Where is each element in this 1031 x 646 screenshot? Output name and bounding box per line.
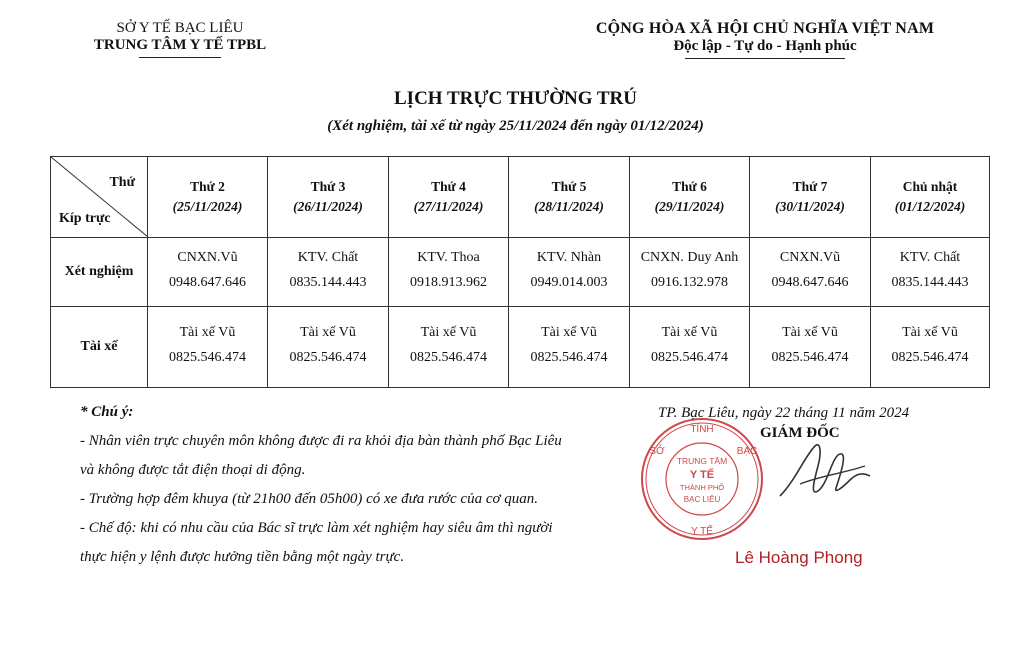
- stamp-text: Y TẾ: [689, 469, 715, 481]
- row-label-driver: Tài xế: [51, 307, 148, 388]
- table-cell: [268, 238, 389, 307]
- stamp-text: TRUNG TÂM: [676, 456, 728, 466]
- notes-section: [80, 398, 660, 572]
- staff-name: CNXN.Vũ: [779, 250, 841, 265]
- handwritten-signature: [770, 436, 880, 516]
- duty-schedule-table: [50, 156, 990, 388]
- row-label-lab: Xét nghiệm: [51, 238, 148, 307]
- org-name: TRUNG TÂM Y TẾ TPBL: [93, 37, 267, 53]
- day-date: (01/12/2024): [894, 199, 966, 214]
- table-cell: [750, 307, 871, 388]
- signer-name: Lê Hoàng Phong: [735, 548, 863, 567]
- staff-phone: 0825.546.474: [289, 350, 367, 365]
- table-cell: [148, 238, 268, 307]
- notes-heading: * Chú ý:: [80, 404, 134, 420]
- stamp-ring-text: SỞ: [649, 446, 665, 457]
- motto: Độc lập - Tự do - Hạnh phúc: [673, 38, 857, 54]
- day-name: Thứ 4: [431, 179, 466, 194]
- staff-phone: 0825.546.474: [651, 350, 728, 365]
- staff-name: Tài xế Vũ: [782, 325, 838, 340]
- staff-name: KTV. Chất: [297, 250, 359, 265]
- table-cell: [389, 238, 509, 307]
- staff-name: Tài xế Vũ: [420, 325, 477, 340]
- staff-phone: 0948.647.646: [771, 275, 849, 290]
- table-cell: [630, 307, 750, 388]
- day-date: (28/11/2024): [534, 199, 604, 214]
- issuer-header: [60, 20, 300, 58]
- stamp-text: THÀNH PHỐ: [679, 483, 725, 492]
- document-title: LỊCH TRỰC THƯỜNG TRÚ: [394, 88, 637, 109]
- stamp-ring-text: BẠC: [736, 446, 758, 457]
- stamp-ring-text: TỈNH: [690, 424, 714, 435]
- staff-name: KTV. Nhàn: [536, 250, 602, 265]
- table-cell: [148, 307, 268, 388]
- staff-name: Tài xế Vũ: [541, 325, 597, 340]
- staff-phone: 0825.546.474: [771, 350, 849, 365]
- day-header: [630, 157, 750, 238]
- day-name: Thứ 6: [672, 179, 707, 194]
- staff-name: KTV. Thoa: [417, 250, 480, 265]
- corner-cell: [51, 157, 148, 238]
- staff-phone: 0949.014.003: [530, 275, 608, 290]
- day-name: Thứ 7: [792, 179, 828, 194]
- table-cell: [630, 238, 750, 307]
- table-cell: [871, 238, 990, 307]
- day-date: (25/11/2024): [172, 199, 243, 214]
- signer-title: GIÁM ĐỐC: [760, 425, 840, 441]
- staff-name: CNXN. Duy Anh: [640, 250, 739, 265]
- table-cell: [871, 307, 990, 388]
- table-row: [51, 307, 990, 388]
- day-date: (27/11/2024): [413, 199, 484, 214]
- staff-phone: 0835.144.443: [289, 275, 367, 290]
- day-header: [268, 157, 389, 238]
- header-row: [51, 157, 990, 238]
- day-date: (30/11/2024): [775, 199, 845, 214]
- staff-name: Tài xế Vũ: [300, 325, 356, 340]
- day-header: [509, 157, 630, 238]
- staff-name: Tài xế Vũ: [902, 325, 958, 340]
- stamp-ring-text: Y TẾ: [691, 526, 713, 537]
- staff-phone: 0948.647.646: [169, 275, 246, 290]
- note-line: - Trường hợp đêm khuya (từ 21h00 đến 05h00) có xe đưa rước của cơ quan.: [80, 491, 538, 507]
- table-cell: [509, 307, 630, 388]
- note-line: và không được tắt điện thoại di động.: [80, 462, 306, 478]
- staff-phone: 0825.546.474: [169, 350, 246, 365]
- staff-name: Tài xế Vũ: [661, 325, 718, 340]
- org-parent: SỞ Y TẾ BẠC LIÊU: [116, 20, 244, 36]
- table-row: [51, 238, 990, 307]
- day-header: [871, 157, 990, 238]
- place-and-date: TP. Bạc Liêu, ngày 22 tháng 11 năm 2024: [658, 405, 910, 421]
- national-header: [560, 20, 970, 59]
- day-date: (26/11/2024): [293, 199, 363, 214]
- staff-name: KTV. Chất: [899, 250, 961, 265]
- stamp-text: BẠC LIÊU: [683, 495, 721, 504]
- staff-phone: 0825.546.474: [530, 350, 608, 365]
- day-header: [389, 157, 509, 238]
- staff-name: CNXN.Vũ: [177, 250, 238, 265]
- day-date: (29/11/2024): [654, 199, 725, 214]
- day-name: Thứ 2: [190, 179, 225, 194]
- staff-name: Tài xế Vũ: [179, 325, 236, 340]
- document-subtitle: (Xét nghiệm, tài xế từ ngày 25/11/2024 đến ngày 01/12/2024): [327, 118, 704, 134]
- day-name: Thứ 5: [551, 179, 587, 194]
- table-cell: [750, 238, 871, 307]
- corner-day-label: Thứ: [109, 175, 135, 190]
- day-header: [750, 157, 871, 238]
- table-cell: [509, 238, 630, 307]
- staff-phone: 0916.132.978: [651, 275, 728, 290]
- day-name: Thứ 3: [310, 179, 346, 194]
- table-cell: [389, 307, 509, 388]
- staff-phone: 0918.913.962: [410, 275, 487, 290]
- day-name: Chủ nhật: [902, 179, 958, 194]
- staff-phone: 0825.546.474: [891, 350, 969, 365]
- corner-shift-label: Kíp trực: [59, 211, 111, 226]
- divider: [139, 57, 221, 58]
- country-name: CỘNG HÒA XÃ HỘI CHỦ NGHĨA VIỆT NAM: [595, 20, 935, 37]
- day-header: [148, 157, 268, 238]
- official-seal-stamp: [637, 414, 767, 544]
- table-cell: [268, 307, 389, 388]
- note-line: - Nhân viên trực chuyên môn không được đi ra khỏi địa bàn thành phố Bạc Liêu: [80, 433, 562, 449]
- staff-phone: 0835.144.443: [891, 275, 969, 290]
- note-line: - Chế độ: khi có nhu cầu của Bác sĩ trực làm xét nghiệm hay siêu âm thì người: [80, 520, 553, 536]
- divider: [685, 58, 845, 59]
- note-line: thực hiện y lệnh được hưởng tiền bằng một ngày trực.: [80, 549, 405, 565]
- staff-phone: 0825.546.474: [410, 350, 487, 365]
